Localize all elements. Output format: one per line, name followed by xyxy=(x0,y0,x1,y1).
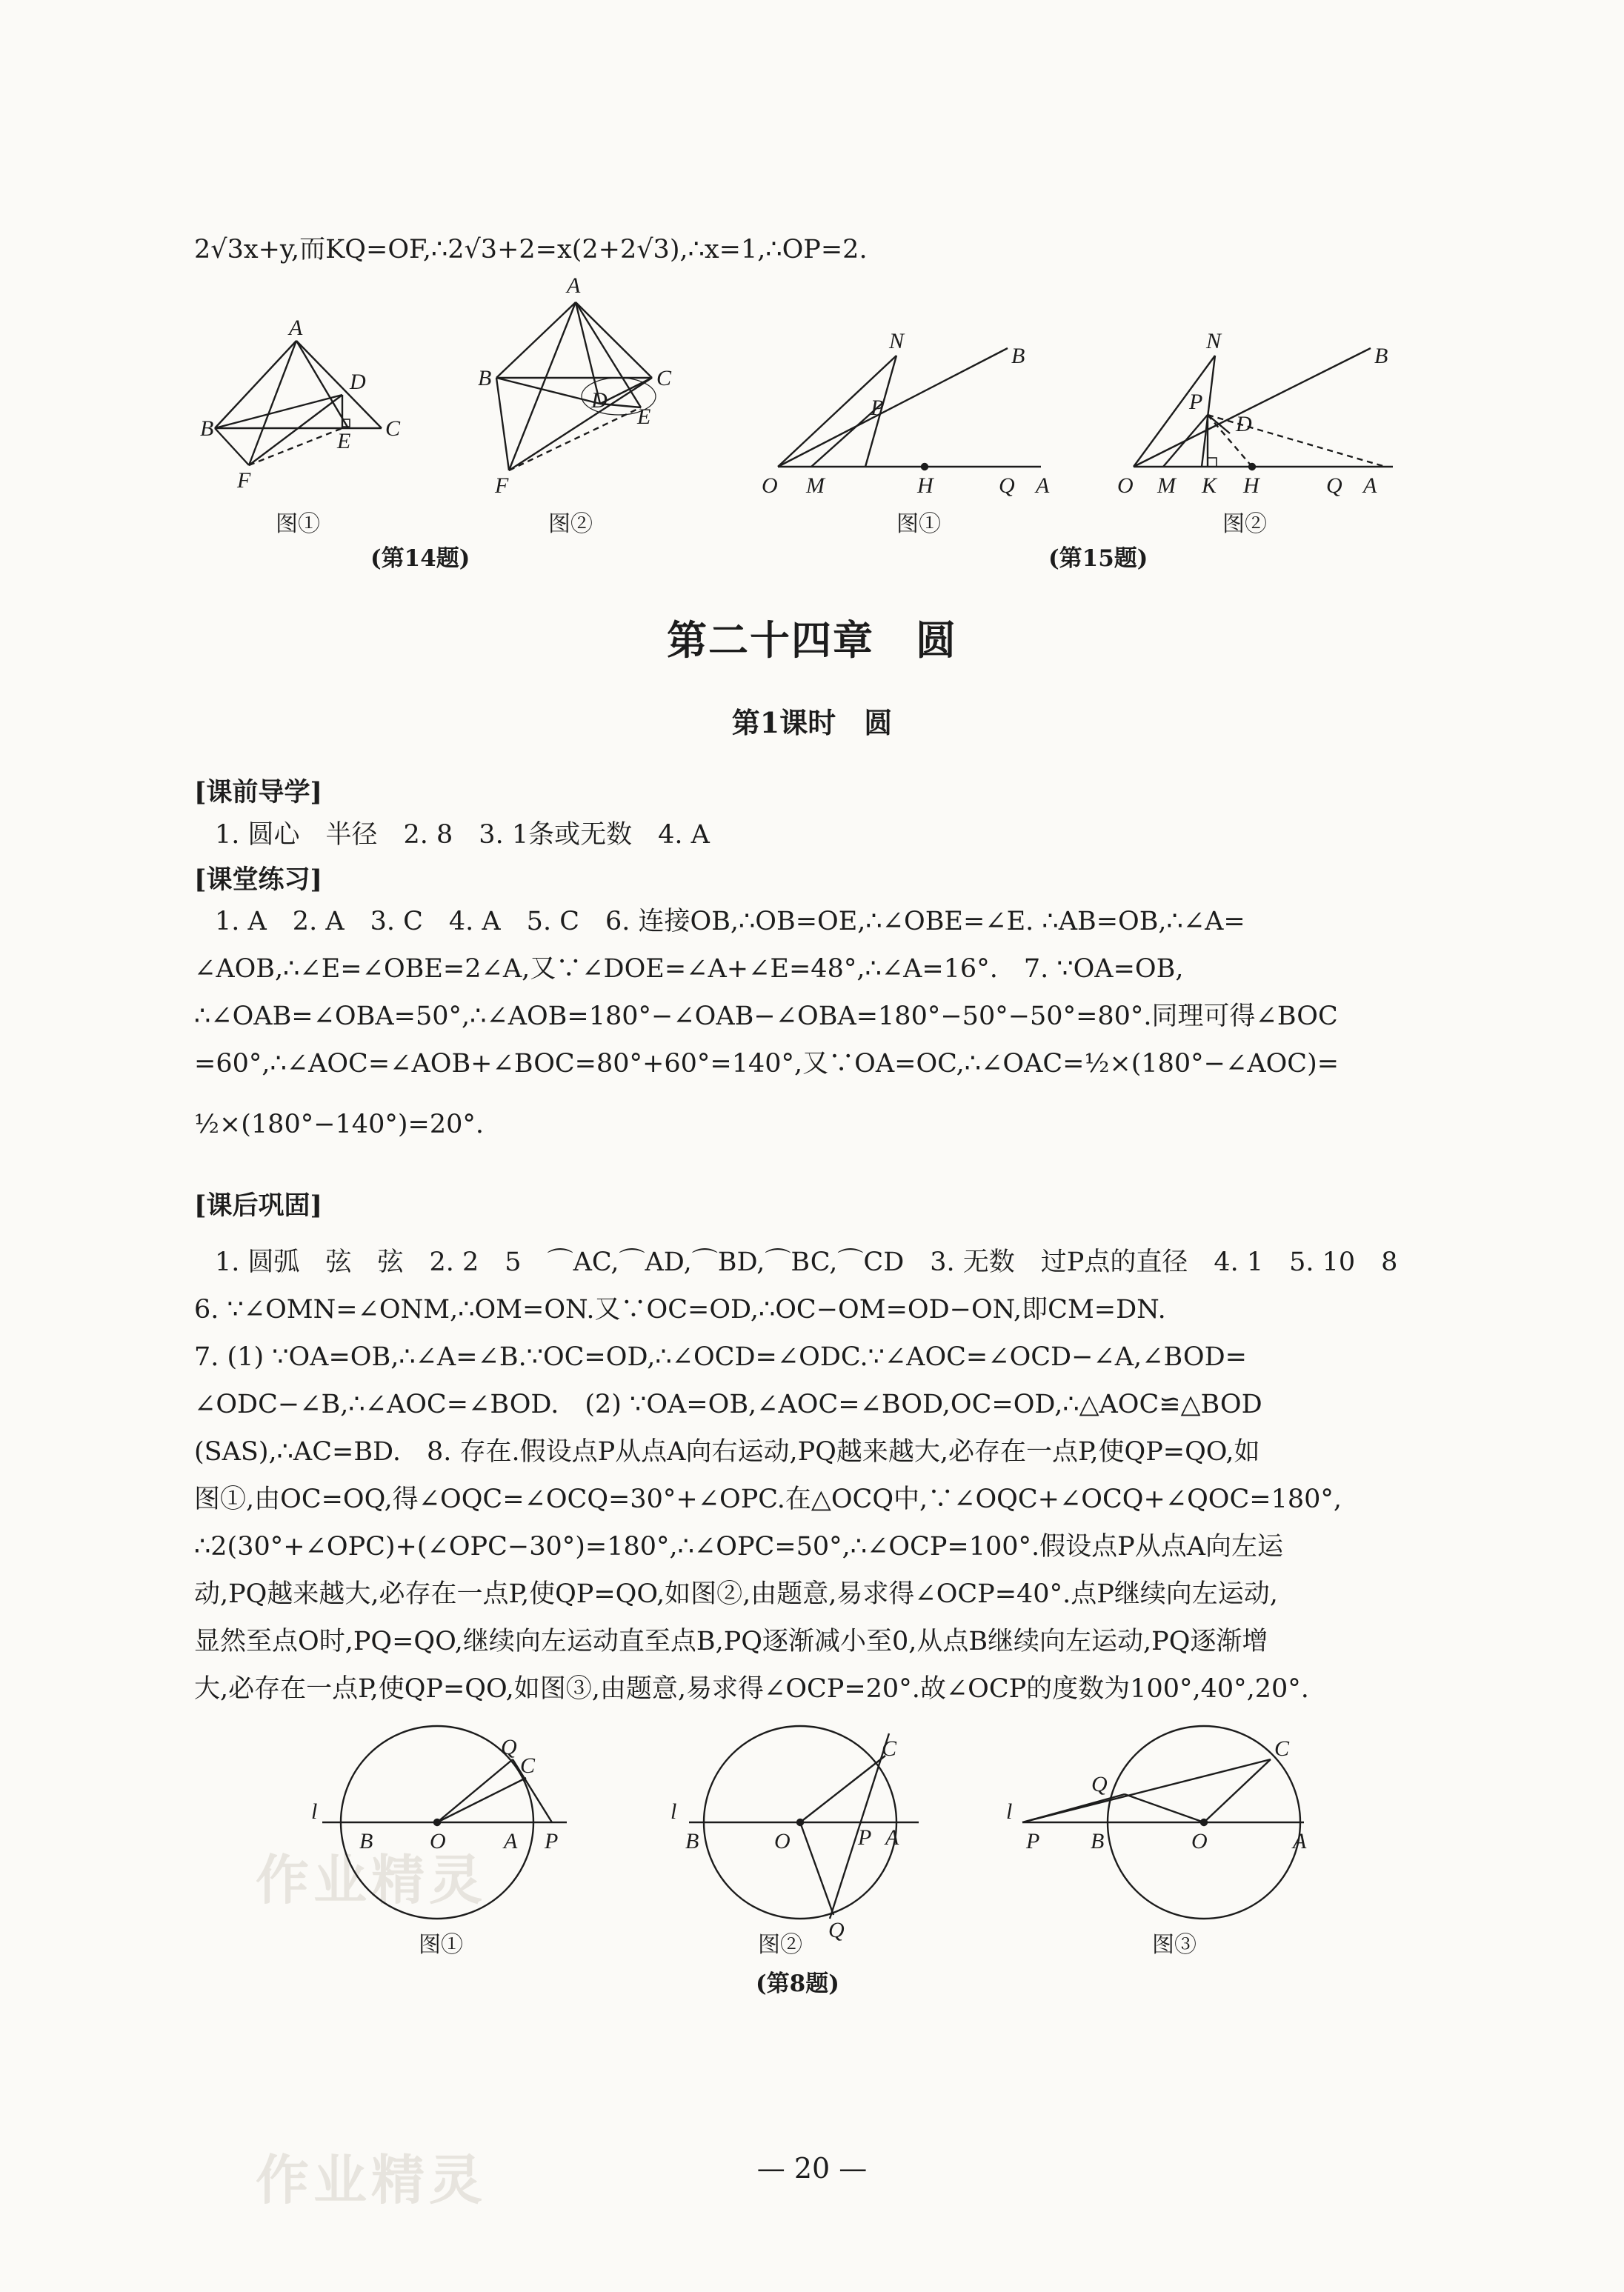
text-line: 动,PQ越来越大,必存在一点P,使QP=QO,如图②,由题意,易求得∠OCP=40°.点P继续向左运动, xyxy=(194,1579,1278,1609)
fig15-caption-1: 图① xyxy=(896,511,941,537)
pt-label: A xyxy=(289,316,303,340)
pt-label: P xyxy=(545,1829,559,1853)
pt-label: Q xyxy=(828,1918,845,1942)
pt-label: A xyxy=(567,273,581,298)
text-line: ½×(180°−140°)=20°. xyxy=(194,1110,484,1139)
top-formula-line: 2√3x+y,而KQ=OF,∴2√3+2=x(2+2√3),∴x=1,∴OP=2. xyxy=(194,235,868,264)
fig8-diagram-3 xyxy=(1022,1726,1304,1919)
text-line: ∠AOB,∴∠E=∠OBE=2∠A,又∵∠DOE=∠A+∠E=48°,∴∠A=16°. 7. ∵OA=OB, xyxy=(194,954,1184,984)
pt-label: l xyxy=(1006,1799,1013,1824)
section-heading-pre: [课前导学] xyxy=(194,777,323,807)
pt-label: P xyxy=(1189,390,1203,414)
pt-label: N xyxy=(889,329,905,353)
fig8-label: (第8题) xyxy=(756,1970,839,1997)
pt-label: K xyxy=(1202,473,1217,498)
pt-label: l xyxy=(670,1799,677,1824)
section-body-class xyxy=(194,898,1445,1148)
pt-label: P xyxy=(871,396,885,420)
pt-label: F xyxy=(237,468,251,493)
figure-8 xyxy=(282,1711,1393,1956)
pt-label: E xyxy=(637,404,651,429)
text-line: 图①,由OC=OQ,得∠OQC=∠OCQ=30°+∠OPC.在△OCQ中,∵∠OQC+∠OCQ+∠QOC=180°, xyxy=(194,1485,1342,1514)
pt-label: A xyxy=(1036,473,1050,498)
pt-label: A xyxy=(504,1829,518,1853)
pt-label: H xyxy=(1243,473,1259,498)
lesson-title: 第1课时 圆 xyxy=(731,706,893,739)
pt-label: D xyxy=(591,388,608,413)
page-number: — 20 — xyxy=(756,2152,868,2185)
pt-label: M xyxy=(806,473,825,498)
pt-label: O xyxy=(774,1829,791,1853)
fig8-caption-1: 图① xyxy=(419,1932,463,1958)
pt-label: l xyxy=(311,1799,318,1824)
text-line: 6. ∵∠OMN=∠ONM,∴OM=ON.又∵OC=OD,∴OC−OM=OD−ON,即CM=DN. xyxy=(194,1295,1166,1325)
pt-label: H xyxy=(917,473,934,498)
pt-label: D xyxy=(1236,412,1252,436)
pt-label: Q xyxy=(1091,1772,1108,1796)
fig14-diagram-2 xyxy=(496,302,656,470)
pt-label: Q xyxy=(501,1735,517,1759)
watermark-2: 作业精灵 xyxy=(256,2149,487,2211)
pt-label: C xyxy=(385,416,401,441)
pt-label: B xyxy=(685,1829,699,1853)
pt-label: B xyxy=(1011,344,1025,368)
fig8-caption-3: 图③ xyxy=(1152,1932,1197,1958)
text-line: ∴2(30°+∠OPC)+(∠OPC−30°)=180°,∴∠OPC=50°,∴∠OCP=100°.假设点P从点A向左运 xyxy=(194,1532,1283,1562)
chapter-title: 第二十四章 圆 xyxy=(667,616,957,664)
section-heading-class: [课堂练习] xyxy=(194,865,323,895)
pt-label: D xyxy=(350,370,366,394)
pt-label: P xyxy=(1026,1829,1040,1853)
pt-label: M xyxy=(1157,473,1176,498)
pt-label: C xyxy=(656,366,672,390)
fig15-diagram-2 xyxy=(1134,348,1393,470)
pt-label: B xyxy=(1091,1829,1105,1853)
pt-label: Q xyxy=(999,473,1015,498)
fig15-caption-2: 图② xyxy=(1222,511,1267,537)
text-line: =60°,∴∠AOC=∠AOB+∠BOC=80°+60°=140°,又∵OA=OC,∴∠OAC=½×(180°−∠AOC)= xyxy=(194,1049,1340,1079)
pt-label: A xyxy=(885,1825,899,1850)
fig14-caption-1: 图① xyxy=(276,511,320,537)
text-line: 1. 圆弧 弦 弦 2. 2 5 ⌒AC,⌒AD,⌒BD,⌒BC,⌒CD 3. 无数 过P点的直径 4. 1 5. 10 8 xyxy=(215,1247,1398,1277)
pt-label: B xyxy=(478,366,492,390)
pt-label: E xyxy=(337,429,351,453)
pt-label: B xyxy=(1374,344,1388,368)
section-body-pre xyxy=(215,811,1445,859)
fig14-label: (第14题) xyxy=(370,545,470,572)
pt-label: O xyxy=(1117,473,1134,498)
figure-14-15 xyxy=(185,267,1445,511)
text-line: 大,必存在一点P,使QP=QO,如图③,由题意,易求得∠OCP=20°.故∠OCP的度数为100°,40°,20°. xyxy=(194,1674,1309,1704)
pt-label: A xyxy=(1363,473,1377,498)
pt-label: A xyxy=(1293,1829,1307,1853)
fig14-caption-2: 图② xyxy=(548,511,593,537)
fig15-diagram-1 xyxy=(778,348,1041,470)
text-line: 1. 圆心 半径 2. 8 3. 1条或无数 4. A xyxy=(215,820,710,850)
pt-label: C xyxy=(520,1753,536,1778)
text-line: (SAS),∴AC=BD. 8. 存在.假设点P从点A向右运动,PQ越来越大,必存在一点P,使QP=QO,如 xyxy=(194,1437,1260,1467)
pt-label: O xyxy=(430,1829,446,1853)
pt-label: O xyxy=(1191,1829,1208,1853)
pt-label: N xyxy=(1206,329,1222,353)
pt-label: C xyxy=(882,1736,897,1761)
pt-label: O xyxy=(762,473,778,498)
fig15-label: (第15题) xyxy=(1048,545,1148,572)
section-heading-after: [课后巩固] xyxy=(194,1190,323,1221)
text-line: ∴∠OAB=∠OBA=50°,∴∠AOB=180°−∠OAB−∠OBA=180°−50°−50°=80°.同理可得∠BOC xyxy=(194,1002,1338,1031)
text-line: 显然至点O时,PQ=QO,继续向左运动直至点B,PQ逐渐减小至0,从点B继续向左运动,PQ逐渐增 xyxy=(194,1627,1268,1656)
pt-label: C xyxy=(1274,1736,1290,1761)
pt-label: B xyxy=(200,416,214,441)
text-line: 1. A 2. A 3. C 4. A 5. C 6. 连接OB,∴OB=OE,∴∠OBE=∠E. ∴AB=OB,∴∠A= xyxy=(215,907,1245,936)
section-body-after xyxy=(194,1239,1445,1713)
pt-label: Q xyxy=(1326,473,1342,498)
fig14-diagram-1 xyxy=(215,341,382,465)
pt-label: F xyxy=(495,473,509,498)
pt-label: P xyxy=(858,1825,872,1850)
fig8-caption-2: 图② xyxy=(758,1932,802,1958)
text-line: ∠ODC−∠B,∴∠AOC=∠BOD. (2) ∵OA=OB,∠AOC=∠BOD,OC=OD,∴△AOC≌△BOD xyxy=(194,1390,1262,1419)
pt-label: B xyxy=(359,1829,373,1853)
watermark-1: 作业精灵 xyxy=(256,1849,487,1911)
text-line: 7. (1) ∵OA=OB,∴∠A=∠B.∵OC=OD,∴∠OCD=∠ODC.∵∠AOC=∠OCD−∠A,∠BOD= xyxy=(194,1342,1247,1372)
